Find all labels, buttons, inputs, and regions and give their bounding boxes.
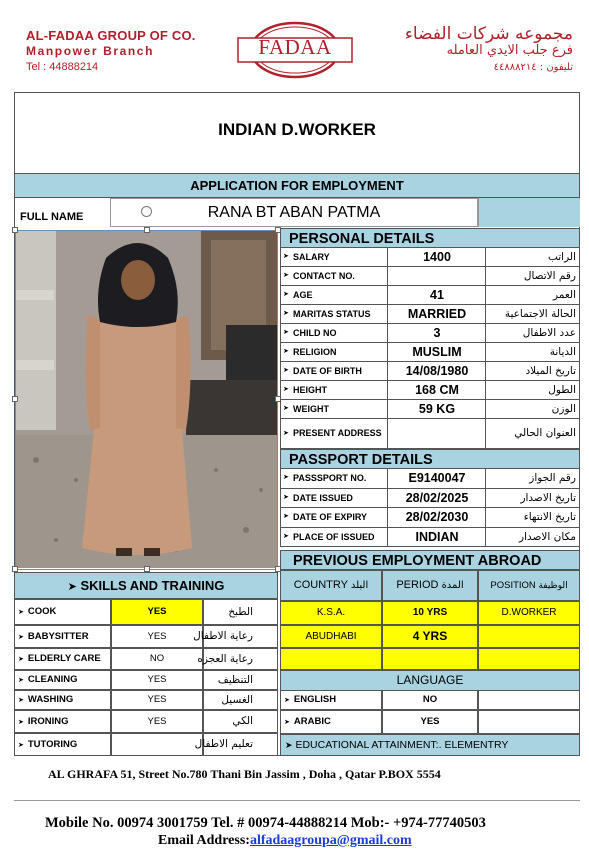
language-empty-cell	[478, 690, 580, 710]
arrow-icon: ➤	[283, 386, 289, 393]
skill-label-ar: الغسيل	[203, 690, 278, 710]
arrow-icon: ➤	[283, 329, 289, 336]
personal-row	[281, 362, 579, 381]
personal-row	[281, 324, 579, 343]
footer-phones: Mobile No. 00974 3001759 Tel. # 00974-44888214 Mob:- +974-77740503	[45, 815, 486, 831]
passport-row	[281, 489, 579, 509]
company-name-ar: مجموعه شركات الفضاء	[404, 24, 573, 44]
arrow-icon: ➤	[283, 348, 289, 355]
education-bar	[280, 734, 580, 756]
prev-country	[280, 648, 382, 670]
personal-details-heading: PERSONAL DETAILS	[280, 228, 580, 248]
skill-label: ELDERLY CARE	[27, 653, 101, 664]
logo-text: FADAA	[258, 35, 332, 59]
personal-value	[388, 419, 486, 448]
prev-period: 4 YRS	[382, 625, 478, 648]
skill-label: TUTORING	[27, 739, 78, 750]
personal-details-table	[280, 248, 580, 449]
arrow-icon: ➤	[283, 272, 289, 279]
personal-label-ar: الوزن	[551, 403, 576, 415]
skill-value: YES	[111, 690, 203, 710]
arrow-icon: ➤	[18, 677, 24, 684]
personal-label-ar: الراتب	[547, 251, 576, 263]
passport-details-heading: PASSPORT DETAILS	[280, 449, 580, 469]
prev-position: D.WORKER	[478, 601, 580, 625]
personal-label: PRESENT ADDRESS	[293, 428, 382, 438]
country-header-label: COUNTRY	[293, 579, 348, 591]
passport-label: DATE ISSUED	[293, 492, 353, 503]
application-bar: APPLICATION FOR EMPLOYMENT	[14, 173, 580, 198]
skill-label-ar: الكي	[203, 710, 278, 733]
branch-name-en: Manpower Branch	[26, 44, 155, 58]
full-name-filler	[478, 198, 580, 227]
passport-value: 28/02/2025	[405, 490, 469, 505]
language-row-label	[280, 710, 382, 734]
personal-label-ar: العنوان الحالي	[514, 427, 576, 439]
branch-name-ar: فرع جلب الايدي العامله	[446, 43, 573, 58]
skill-value: YES	[111, 670, 203, 690]
photo-selection-frame	[15, 230, 278, 570]
personal-value: 168 CM	[415, 383, 459, 397]
passport-row	[281, 469, 579, 489]
prev-position	[478, 625, 580, 648]
prev-period	[382, 648, 478, 670]
personal-label-ar: الطول	[548, 384, 576, 396]
personal-row	[281, 248, 579, 267]
skill-row-label	[14, 690, 111, 710]
arrow-icon: ➤	[18, 697, 24, 704]
arrow-icon: ➤	[283, 253, 289, 260]
company-tel-ar: تليفون : ٤٤٨٨٨٢١٤	[493, 62, 573, 73]
skills-heading-text: SKILLS AND TRAINING	[80, 578, 225, 593]
arrow-icon: ➤	[284, 719, 290, 726]
skill-row-label	[14, 625, 111, 648]
resize-handle-tl[interactable]	[12, 227, 18, 233]
email-label: Email Address:	[158, 833, 250, 848]
previous-employment-heading: PREVIOUS EMPLOYMENT ABROAD	[280, 550, 580, 570]
position-header	[478, 570, 580, 601]
skill-row-label	[14, 670, 111, 690]
personal-row	[281, 400, 579, 419]
personal-label: AGE	[293, 290, 313, 300]
personal-value: 41	[430, 288, 444, 302]
passport-label: PLACE OF ISSUED	[293, 531, 375, 542]
email-link[interactable]: alfadaagroupa@gmail.com	[249, 833, 412, 848]
arrow-icon: ➤	[285, 740, 293, 750]
skill-value: YES	[111, 599, 203, 625]
period-header-label: PERIOD	[396, 579, 439, 591]
arrow-icon: ➤	[283, 405, 289, 412]
arrow-icon: ➤	[18, 719, 24, 726]
personal-value: 59 KG	[418, 402, 456, 416]
country-header-ar: البلد	[350, 580, 369, 591]
personal-value: MUSLIM	[412, 345, 462, 359]
arrow-icon: ➤	[283, 430, 289, 437]
arrow-icon: ➤	[283, 291, 289, 298]
company-tel: Tel : 44888214	[26, 61, 99, 73]
position-header-ar: الوظيفة	[538, 581, 568, 591]
personal-label-ar: الديانة	[549, 346, 576, 358]
personal-value: 14/08/1980	[405, 364, 469, 378]
language-label: ARABIC	[293, 716, 331, 727]
personal-label: RELIGION	[293, 347, 337, 357]
personal-value: 3	[433, 326, 441, 340]
personal-value	[388, 267, 486, 285]
footer-email	[158, 833, 412, 849]
personal-value: MARRIED	[407, 307, 467, 321]
language-value: NO	[382, 690, 478, 710]
personal-label: CONTACT NO.	[293, 271, 355, 281]
passport-value: INDIAN	[415, 529, 459, 544]
skill-value: NO	[111, 648, 203, 670]
prev-position	[478, 648, 580, 670]
prev-period: 10 YRS	[382, 601, 478, 625]
skill-label: COOK	[27, 606, 57, 617]
resize-handle-t[interactable]	[144, 227, 150, 233]
personal-row	[281, 419, 579, 449]
skill-value: YES	[111, 710, 203, 733]
skill-row-label	[14, 648, 111, 670]
passport-value: E9140047	[408, 471, 466, 485]
full-name-label: FULL NAME	[20, 211, 84, 223]
personal-label: MARITAS STATUS	[293, 309, 371, 319]
skill-label-ar: الطبخ	[203, 599, 278, 625]
skill-label-ar: تعليم الاطفال	[203, 733, 278, 756]
passport-label-ar: رقم الجواز	[529, 472, 576, 484]
period-header-ar: المدة	[441, 580, 464, 591]
resize-handle-l[interactable]	[12, 396, 18, 402]
prev-country: K.S.A.	[280, 601, 382, 625]
skill-label-ar: التنظيف	[203, 670, 278, 690]
passport-row	[281, 528, 579, 548]
arrow-icon: ➤	[283, 513, 289, 520]
passport-row	[281, 508, 579, 528]
language-empty-cell	[478, 710, 580, 734]
skill-label: IRONING	[27, 716, 69, 727]
skill-label-ar: رعاية العجزه	[203, 648, 278, 670]
arrow-icon: ➤	[18, 609, 24, 616]
personal-label: DATE OF BIRTH	[293, 366, 362, 376]
personal-label-ar: تاريخ الميلاد	[525, 365, 576, 377]
passport-details-table	[280, 469, 580, 547]
arrow-icon: ➤	[18, 742, 24, 749]
language-heading: LANGUAGE	[280, 670, 580, 691]
country-header	[280, 570, 382, 601]
form-title: INDIAN D.WORKER	[218, 120, 376, 139]
personal-row	[281, 343, 579, 362]
period-header	[382, 570, 478, 601]
passport-label: PASSSPORT NO.	[293, 473, 367, 483]
skill-row-label	[14, 599, 111, 625]
passport-label-ar: مكان الاصدار	[519, 530, 576, 543]
personal-label: SALARY	[293, 252, 330, 262]
personal-label-ar: عدد الاطفال	[522, 327, 576, 339]
personal-row	[281, 305, 579, 324]
personal-row	[281, 381, 579, 400]
passport-label: DATE OF EXPIRY	[293, 512, 368, 522]
arrow-icon: ➤	[283, 493, 289, 501]
skill-value	[111, 733, 203, 756]
personal-label: HEIGHT	[293, 385, 328, 395]
arrow-icon: ➤	[283, 367, 289, 374]
arrow-icon: ➤	[67, 581, 77, 593]
prev-country: ABUDHABI	[280, 625, 382, 648]
education-value: ELEMENTRY	[444, 739, 509, 751]
arrow-icon: ➤	[283, 532, 289, 540]
education-label: EDUCATIONAL ATTAINMENT:.	[295, 739, 442, 751]
personal-label-ar: رقم الاتصال	[523, 270, 576, 282]
personal-row	[281, 267, 579, 286]
skill-row-label	[14, 733, 111, 756]
passport-label-ar: تاريخ الانتهاء	[523, 511, 576, 523]
skill-label: WASHING	[27, 694, 74, 705]
personal-row	[281, 286, 579, 305]
company-name-en: AL-FADAA GROUP OF CO.	[26, 28, 196, 43]
arrow-icon: ➤	[283, 474, 289, 481]
personal-label: CHILD NO	[293, 328, 337, 338]
skill-label-ar: رعاية الاطفال	[203, 625, 278, 648]
arrow-icon: ➤	[283, 310, 289, 317]
skill-row-label	[14, 710, 111, 733]
passport-value: 28/02/2030	[405, 510, 469, 524]
arrow-icon: ➤	[284, 697, 290, 704]
language-row-label	[280, 690, 382, 710]
skill-label: BABYSITTER	[27, 631, 89, 642]
personal-value: 1400	[423, 250, 451, 264]
personal-label-ar: العمر	[552, 289, 576, 301]
skill-label: CLEANING	[27, 674, 78, 685]
language-label: ENGLISH	[293, 694, 337, 705]
passport-label-ar: تاريخ الاصدار	[520, 491, 576, 504]
skills-heading	[14, 572, 278, 599]
skill-value: YES	[111, 625, 203, 648]
arrow-icon: ➤	[18, 656, 24, 663]
footer-address: AL GHRAFA 51, Street No.780 Thani Bin Jassim , Doha , Qatar P.BOX 5554	[48, 767, 441, 781]
personal-label-ar: الحالة الاجتماعية	[504, 308, 576, 320]
full-name-value: RANA BT ABAN PATMA	[207, 204, 381, 221]
footer-divider	[14, 800, 580, 801]
position-header-label: POSITION	[490, 580, 536, 591]
language-value: YES	[382, 710, 478, 734]
personal-label: WEIGHT	[293, 404, 329, 414]
arrow-icon: ➤	[18, 634, 24, 641]
